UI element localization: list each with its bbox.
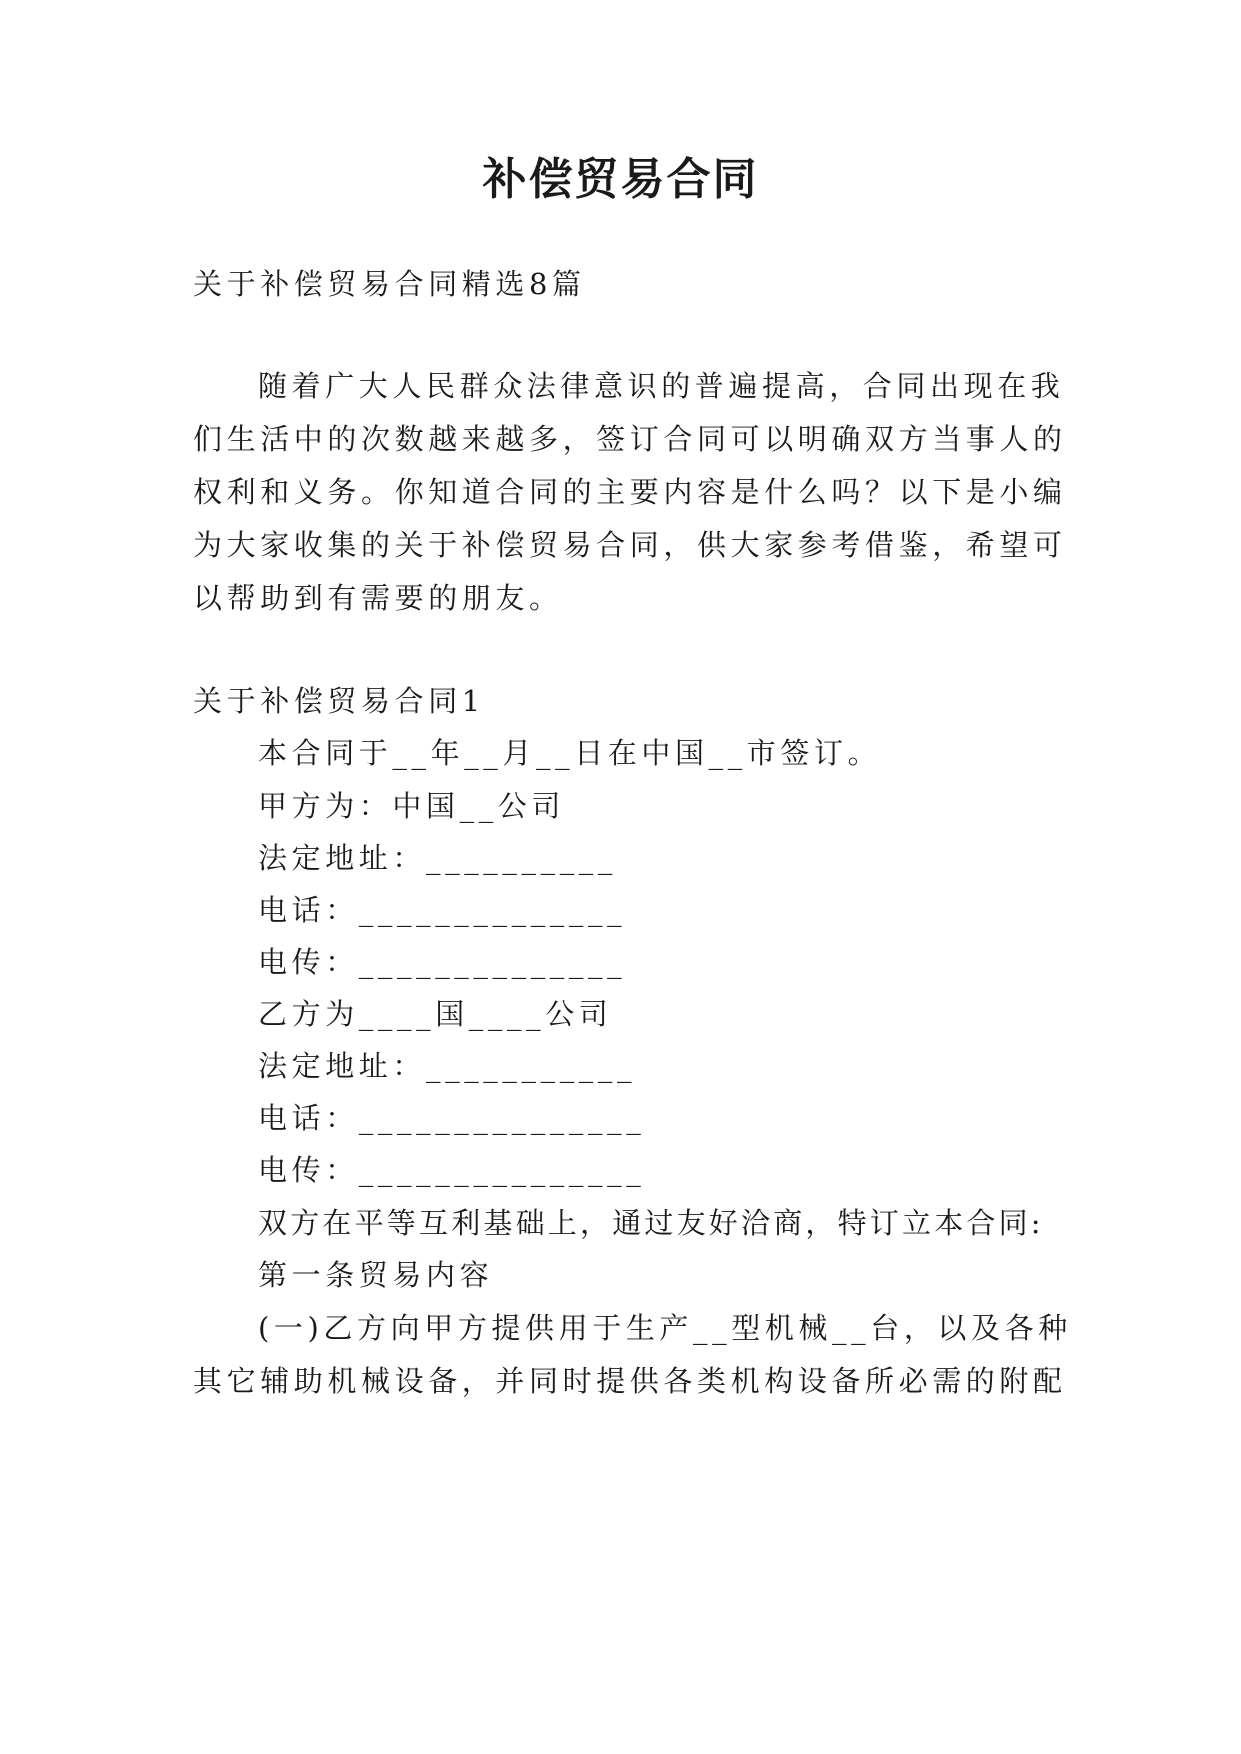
intro-line-5: 以帮助到有需要的朋友。: [193, 581, 563, 615]
party-b-address: 法定地址：___________: [258, 1049, 637, 1083]
party-a-line: 甲方为：中国__公司: [258, 789, 566, 823]
party-b-line: 乙方为____国____公司: [258, 997, 613, 1031]
clause-1-line-1: (一)乙方向甲方提供用于生产__型机械__台，以及各种: [258, 1311, 1072, 1345]
party-a-phone: 电话：______________: [258, 893, 627, 927]
clause-1-line-2: 其它辅助机械设备，并同时提供各类机构设备所必需的附配: [193, 1364, 1067, 1398]
document-title: 补偿贸易合同: [482, 154, 759, 205]
party-a-telex: 电传：______________: [258, 945, 627, 979]
intro-line-1: 随着广大人民群众法律意识的普遍提高，合同出现在我: [258, 369, 1065, 403]
document-subtitle: 关于补偿贸易合同精选8篇: [193, 267, 586, 301]
agreement-statement: 双方在平等互利基础上，通过友好洽商，特订立本合同:: [258, 1206, 1044, 1240]
intro-line-3: 权利和义务。你知道合同的主要内容是什么吗？以下是小编: [193, 475, 1067, 509]
party-b-phone: 电话：_______________: [258, 1101, 646, 1135]
intro-line-4: 为大家收集的关于补偿贸易合同，供大家参考借鉴，希望可: [193, 528, 1067, 562]
party-b-telex: 电传：_______________: [258, 1153, 646, 1187]
contract-date-line: 本合同于__年__月__日在中国__市签订。: [258, 736, 882, 770]
article-1-heading: 第一条贸易内容: [258, 1258, 494, 1292]
intro-line-2: 们生活中的次数越来越多，签订合同可以明确双方当事人的: [193, 422, 1067, 456]
section-heading-1: 关于补偿贸易合同1: [193, 684, 485, 718]
party-a-address: 法定地址：__________: [258, 841, 618, 875]
